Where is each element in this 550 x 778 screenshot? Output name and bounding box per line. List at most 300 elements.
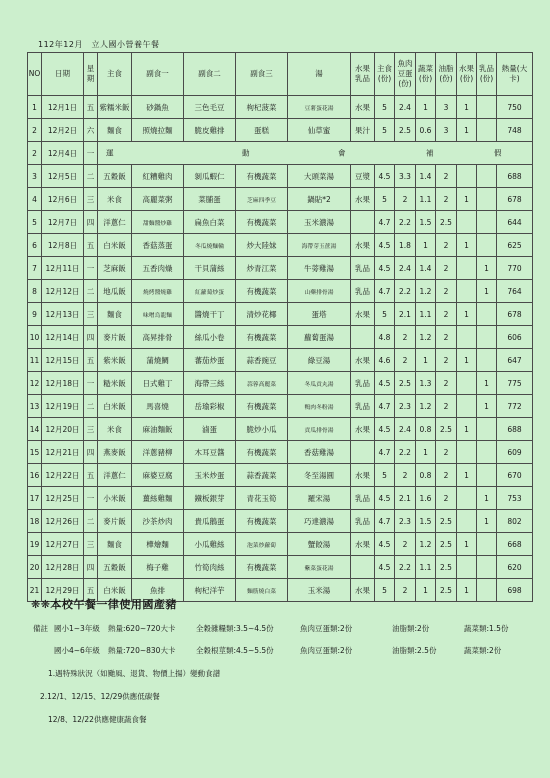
row-no: 16 bbox=[28, 464, 42, 487]
header-meat: 魚肉豆蛋(份) bbox=[395, 53, 416, 96]
row-soup: 蘿蔔蛋湯 bbox=[288, 326, 351, 349]
row-staple: 洋蔥仁 bbox=[98, 211, 132, 234]
row-side2: 岳瑜彩椒 bbox=[184, 395, 236, 418]
row-fruit-servings: 1 bbox=[457, 303, 477, 326]
row-side3: 有機蔬菜 bbox=[236, 326, 288, 349]
row-soup: 蟹餃湯 bbox=[288, 533, 351, 556]
row-soup: 海帶芽玉蔗湯 bbox=[288, 234, 351, 257]
row-soup: 牛蒡雞湯 bbox=[288, 257, 351, 280]
row-kcal: 802 bbox=[497, 510, 533, 533]
row-fruit: 水果 bbox=[351, 464, 375, 487]
note-item: 12/8、12/22供應健康蔬食餐 bbox=[48, 715, 147, 724]
row-side3: 枸杞菠菜 bbox=[236, 96, 288, 119]
row-fruit: 水果 bbox=[351, 349, 375, 372]
row-soup: 山藥排骨湯 bbox=[288, 280, 351, 303]
row-no: 8 bbox=[28, 280, 42, 303]
row-grain: 4.5 bbox=[375, 556, 395, 579]
row-soup: 貢瓜排骨湯 bbox=[288, 418, 351, 441]
row-weekday: 四 bbox=[84, 441, 98, 464]
row-milk: 1 bbox=[477, 510, 497, 533]
row-date: 12月13日 bbox=[42, 303, 84, 326]
row-grain: 5 bbox=[375, 464, 395, 487]
row-kcal: 678 bbox=[497, 188, 533, 211]
row-weekday: 四 bbox=[84, 556, 98, 579]
row-weekday: 一 bbox=[84, 372, 98, 395]
row-side1: 砂鍋魚 bbox=[132, 96, 184, 119]
row-veg: 1.4 bbox=[416, 257, 436, 280]
row-date: 12月5日 bbox=[42, 165, 84, 188]
holiday-label bbox=[98, 142, 533, 165]
row-soup: 鴨肉冬粉湯 bbox=[288, 395, 351, 418]
row-fruit-servings bbox=[457, 211, 477, 234]
row-milk bbox=[477, 211, 497, 234]
row-weekday: 五 bbox=[84, 349, 98, 372]
row-weekday: 四 bbox=[84, 326, 98, 349]
row-weekday: 二 bbox=[84, 510, 98, 533]
row-side1: 麻婆豆腐 bbox=[132, 464, 184, 487]
nutrition-meat: 魚肉豆蛋類:2份 bbox=[300, 624, 353, 633]
row-staple: 地瓜飯 bbox=[98, 280, 132, 303]
row-side3: 脆炒小瓜 bbox=[236, 418, 288, 441]
row-fruit bbox=[351, 211, 375, 234]
row-side1: 照燒拉麵 bbox=[132, 119, 184, 142]
header-date: 日期 bbox=[42, 53, 84, 96]
row-staple: 麵食 bbox=[98, 533, 132, 556]
row-meat: 2 bbox=[395, 579, 416, 602]
row-fruit-servings: 1 bbox=[457, 464, 477, 487]
row-side1: 樺燴麵 bbox=[132, 533, 184, 556]
header-soup: 湯 bbox=[288, 53, 351, 96]
row-milk bbox=[477, 464, 497, 487]
row-milk bbox=[477, 418, 497, 441]
row-fruit-servings: 1 bbox=[457, 96, 477, 119]
row-milk: 1 bbox=[477, 372, 497, 395]
row-milk bbox=[477, 119, 497, 142]
row-soup: 羅宋湯 bbox=[288, 487, 351, 510]
nutrition-label: 備註 bbox=[33, 624, 48, 633]
row-veg: 1 bbox=[416, 234, 436, 257]
row-meat: 2.3 bbox=[395, 510, 416, 533]
row-oil: 2 bbox=[436, 487, 457, 510]
row-grain: 5 bbox=[375, 188, 395, 211]
row-date: 12月1日 bbox=[42, 96, 84, 119]
table-row bbox=[28, 533, 533, 556]
row-milk bbox=[477, 326, 497, 349]
row-soup: 玉米濃湯 bbox=[288, 211, 351, 234]
row-side1: 高麗菜粥 bbox=[132, 188, 184, 211]
row-weekday: 三 bbox=[84, 303, 98, 326]
row-side2: 玉米炒蛋 bbox=[184, 464, 236, 487]
row-soup: 巧達濃湯 bbox=[288, 510, 351, 533]
row-fruit: 乳品 bbox=[351, 395, 375, 418]
header-grain: 主食(份) bbox=[375, 53, 395, 96]
row-side1: 沙茶炒肉 bbox=[132, 510, 184, 533]
nutrition-grain: 全穀根莖類:4.5~5.5份 bbox=[196, 646, 274, 655]
menu-table bbox=[27, 52, 533, 602]
row-oil: 2 bbox=[436, 188, 457, 211]
row-fruit: 乳品 bbox=[351, 280, 375, 303]
row-kcal: 748 bbox=[497, 119, 533, 142]
row-staple: 糙米飯 bbox=[98, 372, 132, 395]
page-title: 112年12月 立人國小營養午餐 bbox=[38, 40, 160, 49]
row-side3: 泡菜炒蘿蔔 bbox=[236, 533, 288, 556]
row-side3: 蒜香豌豆 bbox=[236, 349, 288, 372]
row-date: 12月8日 bbox=[42, 234, 84, 257]
row-side1: 甜麵醬炒雞 bbox=[132, 211, 184, 234]
row-side3: 有機蔬菜 bbox=[236, 510, 288, 533]
row-no: 3 bbox=[28, 165, 42, 188]
row-staple: 麵食 bbox=[98, 303, 132, 326]
row-meat: 3.3 bbox=[395, 165, 416, 188]
row-meat: 2.1 bbox=[395, 487, 416, 510]
row-fruit bbox=[351, 441, 375, 464]
row-oil: 2 bbox=[436, 326, 457, 349]
row-fruit-servings bbox=[457, 441, 477, 464]
row-soup: 香菇雞湯 bbox=[288, 441, 351, 464]
row-oil: 2.5 bbox=[436, 510, 457, 533]
row-no: 20 bbox=[28, 556, 42, 579]
row-side3: 芝麻四季豆 bbox=[236, 188, 288, 211]
pork-notice: ❋❋本校午餐一律使用國產豬 bbox=[31, 598, 177, 611]
row-veg: 1.1 bbox=[416, 188, 436, 211]
row-fruit-servings bbox=[457, 165, 477, 188]
row-staple: 白米飯 bbox=[98, 579, 132, 602]
row-fruit: 水果 bbox=[351, 418, 375, 441]
row-no: 12 bbox=[28, 372, 42, 395]
row-soup: 綠豆湯 bbox=[288, 349, 351, 372]
row-side2: 剝瓜蝦仁 bbox=[184, 165, 236, 188]
row-soup: 冬瓜貢丸湯 bbox=[288, 372, 351, 395]
nutrition-kcal: 熱量:620~720大卡 bbox=[108, 624, 176, 633]
row-no: 7 bbox=[28, 257, 42, 280]
row-side1: 香菇蒸蛋 bbox=[132, 234, 184, 257]
row-milk: 1 bbox=[477, 487, 497, 510]
table-row bbox=[28, 257, 533, 280]
row-no: 9 bbox=[28, 303, 42, 326]
row-meat: 2.5 bbox=[395, 372, 416, 395]
row-milk bbox=[477, 556, 497, 579]
row-weekday: 五 bbox=[84, 579, 98, 602]
row-kcal: 753 bbox=[497, 487, 533, 510]
holiday-char: 運 bbox=[106, 148, 114, 158]
row-kcal: 750 bbox=[497, 96, 533, 119]
table-header-row bbox=[28, 53, 533, 96]
row-staple: 燕麥飯 bbox=[98, 441, 132, 464]
row-fruit: 果汁 bbox=[351, 119, 375, 142]
row-date: 12月7日 bbox=[42, 211, 84, 234]
row-side3: 蒜蓉高麗菜 bbox=[236, 372, 288, 395]
row-fruit-servings: 1 bbox=[457, 188, 477, 211]
row-side3: 青花玉筍 bbox=[236, 487, 288, 510]
row-grain: 4.7 bbox=[375, 280, 395, 303]
row-date: 12月22日 bbox=[42, 464, 84, 487]
row-fruit-servings: 1 bbox=[457, 234, 477, 257]
header-side1: 副食一 bbox=[132, 53, 184, 96]
row-kcal: 668 bbox=[497, 533, 533, 556]
row-veg: 0.8 bbox=[416, 464, 436, 487]
row-no: 5 bbox=[28, 211, 42, 234]
table-row bbox=[28, 372, 533, 395]
row-meat: 2 bbox=[395, 533, 416, 556]
row-milk bbox=[477, 533, 497, 556]
row-meat: 2.5 bbox=[395, 119, 416, 142]
row-oil: 3 bbox=[436, 119, 457, 142]
row-date: 12月26日 bbox=[42, 510, 84, 533]
row-side3: 有機蔬菜 bbox=[236, 211, 288, 234]
row-side2: 蕃茄炒蛋 bbox=[184, 349, 236, 372]
row-weekday: 二 bbox=[84, 395, 98, 418]
row-grain: 4.5 bbox=[375, 533, 395, 556]
row-date: 12月25日 bbox=[42, 487, 84, 510]
header-no: NO bbox=[28, 53, 42, 96]
header-oil: 油脂(份) bbox=[436, 53, 457, 96]
table-row bbox=[28, 349, 533, 372]
row-fruit-servings: 1 bbox=[457, 349, 477, 372]
row-weekday: 六 bbox=[84, 119, 98, 142]
row-oil: 2 bbox=[436, 464, 457, 487]
row-date: 12月4日 bbox=[42, 142, 84, 165]
row-weekday: 二 bbox=[84, 280, 98, 303]
row-no: 17 bbox=[28, 487, 42, 510]
row-veg: 1.3 bbox=[416, 372, 436, 395]
row-veg: 1.2 bbox=[416, 280, 436, 303]
row-kcal: 609 bbox=[497, 441, 533, 464]
row-milk: 1 bbox=[477, 395, 497, 418]
row-grain: 4.7 bbox=[375, 395, 395, 418]
note-item: 1.遇特殊狀況（如颱風、退貨、物價上揚）變動食譜 bbox=[48, 669, 221, 678]
row-kcal: 625 bbox=[497, 234, 533, 257]
row-kcal: 670 bbox=[497, 464, 533, 487]
row-kcal: 644 bbox=[497, 211, 533, 234]
row-meat: 1.8 bbox=[395, 234, 416, 257]
row-kcal: 606 bbox=[497, 326, 533, 349]
row-grain: 4.5 bbox=[375, 487, 395, 510]
row-side1: 紅糟雞肉 bbox=[132, 165, 184, 188]
header-kcal: 熱量(大卡) bbox=[497, 53, 533, 96]
row-grain: 4.8 bbox=[375, 326, 395, 349]
row-staple: 米食 bbox=[98, 418, 132, 441]
row-oil: 2.5 bbox=[436, 211, 457, 234]
row-side1: 蒲燒鯛 bbox=[132, 349, 184, 372]
row-meat: 2 bbox=[395, 188, 416, 211]
row-side2: 醬燒干丁 bbox=[184, 303, 236, 326]
row-meat: 2.4 bbox=[395, 418, 416, 441]
row-meat: 2 bbox=[395, 349, 416, 372]
row-soup: 蛋塔 bbox=[288, 303, 351, 326]
row-fruit: 乳品 bbox=[351, 487, 375, 510]
row-side2: 扁魚白菜 bbox=[184, 211, 236, 234]
row-side3: 清炒花椰 bbox=[236, 303, 288, 326]
note-item: 2.12/1、12/15、12/29供應低碳餐 bbox=[40, 692, 160, 701]
row-no: 4 bbox=[28, 188, 42, 211]
row-no: 10 bbox=[28, 326, 42, 349]
header-side3: 副食三 bbox=[236, 53, 288, 96]
row-fruit-servings: 1 bbox=[457, 579, 477, 602]
row-kcal: 772 bbox=[497, 395, 533, 418]
row-grain: 4.5 bbox=[375, 234, 395, 257]
row-kcal: 647 bbox=[497, 349, 533, 372]
row-side3: 蒜香蔬菜 bbox=[236, 464, 288, 487]
row-oil: 2.5 bbox=[436, 579, 457, 602]
row-oil: 2 bbox=[436, 165, 457, 188]
row-side1: 魚排 bbox=[132, 579, 184, 602]
row-fruit: 水果 bbox=[351, 188, 375, 211]
holiday-char: 補 bbox=[426, 148, 434, 158]
row-date: 12月12日 bbox=[42, 280, 84, 303]
row-no: 11 bbox=[28, 349, 42, 372]
header-veg: 蔬菜(份) bbox=[416, 53, 436, 96]
row-soup: 鍋貼*2 bbox=[288, 188, 351, 211]
row-side2: 三色毛豆 bbox=[184, 96, 236, 119]
row-soup: 仙草蜜 bbox=[288, 119, 351, 142]
row-meat: 2.4 bbox=[395, 257, 416, 280]
row-fruit-servings bbox=[457, 326, 477, 349]
row-kcal: 678 bbox=[497, 303, 533, 326]
row-weekday: 一 bbox=[84, 487, 98, 510]
row-oil: 2 bbox=[436, 257, 457, 280]
row-side2: 菜脯蛋 bbox=[184, 188, 236, 211]
row-staple: 紫糯米飯 bbox=[98, 96, 132, 119]
row-milk bbox=[477, 349, 497, 372]
row-staple: 小米飯 bbox=[98, 487, 132, 510]
holiday-char: 動 bbox=[242, 148, 250, 158]
row-side2: 海帶三絲 bbox=[184, 372, 236, 395]
row-oil: 3 bbox=[436, 96, 457, 119]
table-row bbox=[28, 487, 533, 510]
row-oil: 2 bbox=[436, 441, 457, 464]
row-side1: 梅子雞 bbox=[132, 556, 184, 579]
row-side3: 有機蔬菜 bbox=[236, 395, 288, 418]
row-side1: 馬喜燒 bbox=[132, 395, 184, 418]
row-weekday: 五 bbox=[84, 464, 98, 487]
table-row bbox=[28, 234, 533, 257]
row-milk: 1 bbox=[477, 280, 497, 303]
table-row bbox=[28, 211, 533, 234]
row-fruit bbox=[351, 326, 375, 349]
row-veg: 1 bbox=[416, 349, 436, 372]
row-date: 12月11日 bbox=[42, 257, 84, 280]
row-fruit: 水果 bbox=[351, 579, 375, 602]
table-row bbox=[28, 395, 533, 418]
row-oil: 2 bbox=[436, 234, 457, 257]
row-staple: 芝麻飯 bbox=[98, 257, 132, 280]
row-fruit-servings bbox=[457, 487, 477, 510]
row-no: 15 bbox=[28, 441, 42, 464]
row-date: 12月27日 bbox=[42, 533, 84, 556]
row-side3: 有機蔬菜 bbox=[236, 165, 288, 188]
header-weekday: 星期 bbox=[84, 53, 98, 96]
row-soup: 玉米湯 bbox=[288, 579, 351, 602]
row-side2: 小瓜雞絲 bbox=[184, 533, 236, 556]
row-veg: 0.6 bbox=[416, 119, 436, 142]
row-grain: 5 bbox=[375, 96, 395, 119]
row-grain: 4.5 bbox=[375, 418, 395, 441]
row-oil: 2 bbox=[436, 349, 457, 372]
row-date: 12月14日 bbox=[42, 326, 84, 349]
row-fruit-servings bbox=[457, 556, 477, 579]
row-staple: 白米飯 bbox=[98, 395, 132, 418]
row-kcal: 698 bbox=[497, 579, 533, 602]
table-row bbox=[28, 464, 533, 487]
row-no: 21 bbox=[28, 579, 42, 602]
row-side1: 薑絲雞麵 bbox=[132, 487, 184, 510]
table-row bbox=[28, 441, 533, 464]
row-grain: 4.7 bbox=[375, 441, 395, 464]
row-weekday: 一 bbox=[84, 142, 98, 165]
row-weekday: 一 bbox=[84, 257, 98, 280]
row-kcal: 620 bbox=[497, 556, 533, 579]
nutrition-grade: 國小1~3年級 bbox=[54, 624, 100, 633]
row-oil: 2.5 bbox=[436, 556, 457, 579]
row-milk bbox=[477, 165, 497, 188]
row-fruit: 水果 bbox=[351, 96, 375, 119]
row-side3: 蛋糕 bbox=[236, 119, 288, 142]
row-side1: 麻油麵飯 bbox=[132, 418, 184, 441]
row-fruit-servings bbox=[457, 280, 477, 303]
row-no: 18 bbox=[28, 510, 42, 533]
row-veg: 1.5 bbox=[416, 211, 436, 234]
row-staple: 五穀飯 bbox=[98, 165, 132, 188]
row-meat: 2.2 bbox=[395, 211, 416, 234]
row-fruit: 水果 bbox=[351, 303, 375, 326]
row-side3: 炒大陸妹 bbox=[236, 234, 288, 257]
row-weekday: 三 bbox=[84, 418, 98, 441]
row-grain: 4.5 bbox=[375, 165, 395, 188]
row-staple: 米食 bbox=[98, 188, 132, 211]
table-row bbox=[28, 119, 533, 142]
row-oil: 2.5 bbox=[436, 533, 457, 556]
row-fruit: 豆漿 bbox=[351, 165, 375, 188]
header-milk: 乳品(份) bbox=[477, 53, 497, 96]
row-no: 19 bbox=[28, 533, 42, 556]
row-meat: 2.2 bbox=[395, 280, 416, 303]
row-oil: 2 bbox=[436, 280, 457, 303]
row-fruit: 水果 bbox=[351, 533, 375, 556]
row-side3: 炒青江菜 bbox=[236, 257, 288, 280]
row-veg: 1 bbox=[416, 579, 436, 602]
row-fruit: 乳品 bbox=[351, 510, 375, 533]
row-veg: 1.6 bbox=[416, 487, 436, 510]
row-kcal: 688 bbox=[497, 165, 533, 188]
row-no: 2 bbox=[28, 142, 42, 165]
row-milk bbox=[477, 303, 497, 326]
row-milk bbox=[477, 441, 497, 464]
row-oil: 2.5 bbox=[436, 418, 457, 441]
row-grain: 4.5 bbox=[375, 372, 395, 395]
row-side2: 脆皮雞排 bbox=[184, 119, 236, 142]
row-weekday: 三 bbox=[84, 188, 98, 211]
row-side3: 有機蔬菜 bbox=[236, 441, 288, 464]
row-meat: 2.3 bbox=[395, 395, 416, 418]
holiday-char: 會 bbox=[338, 148, 346, 158]
row-soup: 大頭菜湯 bbox=[288, 165, 351, 188]
row-grain: 5 bbox=[375, 579, 395, 602]
row-staple: 紫米飯 bbox=[98, 349, 132, 372]
row-date: 12月2日 bbox=[42, 119, 84, 142]
row-side2: 木耳豆醬 bbox=[184, 441, 236, 464]
row-milk bbox=[477, 579, 497, 602]
row-weekday: 五 bbox=[84, 234, 98, 257]
row-soup: 豆薯蛋花湯 bbox=[288, 96, 351, 119]
row-no: 13 bbox=[28, 395, 42, 418]
table-row bbox=[28, 510, 533, 533]
row-date: 12月29日 bbox=[42, 579, 84, 602]
row-kcal: 688 bbox=[497, 418, 533, 441]
row-weekday: 五 bbox=[84, 96, 98, 119]
row-veg: 1 bbox=[416, 96, 436, 119]
header-fruit: 水果 乳品 bbox=[351, 53, 375, 96]
row-oil: 2 bbox=[436, 303, 457, 326]
